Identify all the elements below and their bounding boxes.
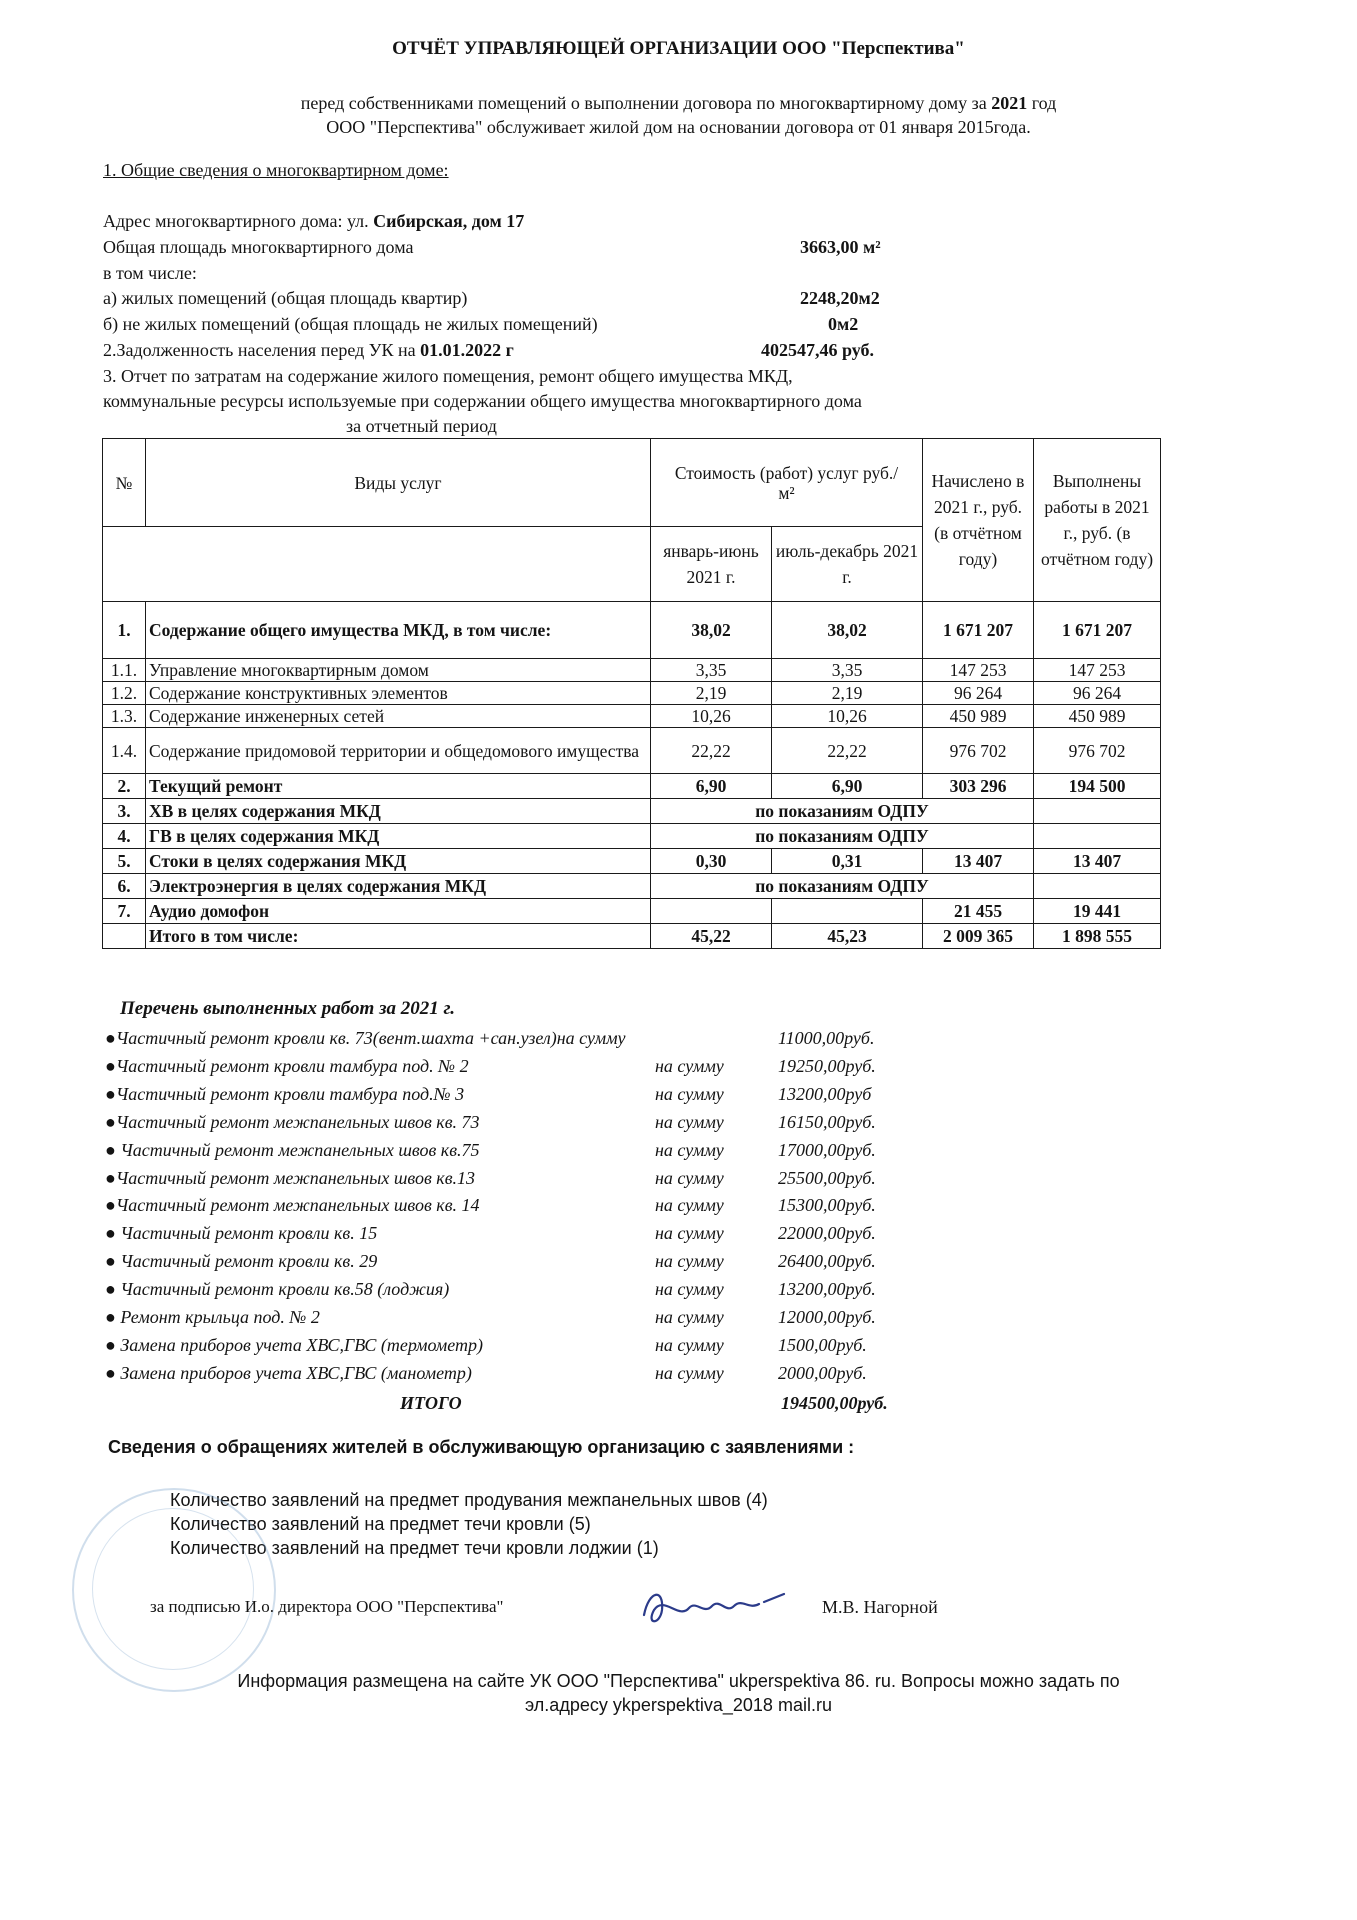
- living-area-label: а) жилых помещений (общая площадь квартир): [103, 288, 468, 308]
- work-item-name: ●Частичный ремонт кровли тамбура под.№ 3: [105, 1083, 465, 1104]
- row-cost-jul: 10,26: [772, 705, 923, 728]
- row-service: Содержание общего имущества МКД, в том числе:: [146, 602, 651, 659]
- work-item-name: ●Частичный ремонт кровли кв. 73(вент.шахта +сан.узел)на сумму: [105, 1028, 626, 1048]
- work-item-name: ● Ремонт крыльца под. № 2: [105, 1307, 320, 1327]
- work-item-sum-label: на сумму: [655, 1167, 724, 1188]
- appeals-title: Сведения о обращениях жителей в обслуживающую организацию с заявлениями :: [108, 1437, 855, 1457]
- header-service: Виды услуг: [146, 439, 651, 527]
- report-line-3: за отчетный период: [346, 416, 497, 436]
- work-item-amount: 19250,00руб.: [778, 1055, 876, 1076]
- work-item-sum-label: на сумму: [655, 1251, 724, 1272]
- nonliving-area-value: 0м2: [828, 314, 859, 334]
- row-done: 1 898 555: [1034, 924, 1161, 949]
- work-item-name: ● Частичный ремонт кровли кв.58 (лоджия): [105, 1279, 450, 1300]
- row-cost-jan: [651, 899, 772, 924]
- row-cost-jul: 2,19: [772, 682, 923, 705]
- total-area-label: Общая площадь многоквартирного дома: [103, 237, 414, 257]
- debt-line: 2.Задолженность населения перед УК на 01.01.2022 г: [103, 340, 514, 360]
- row-service: Содержание инженерных сетей: [146, 705, 651, 728]
- row-service: ГВ в целях содержания МКД: [146, 824, 651, 849]
- row-charged: 13 407: [923, 849, 1034, 874]
- work-item-sum-label: на сумму: [655, 1139, 724, 1160]
- services-table: [102, 438, 1161, 949]
- table-row: [103, 602, 1161, 659]
- row-number: 7.: [103, 899, 146, 924]
- section-general-title: 1. Общие сведения о многоквартирном доме:: [103, 160, 449, 180]
- table-row: [103, 824, 1161, 849]
- row-cost-jul: [772, 899, 923, 924]
- row-cost-jan: 45,22: [651, 924, 772, 949]
- row-cost-jul: 45,23: [772, 924, 923, 949]
- row-charged: 147 253: [923, 659, 1034, 682]
- work-item-name: ● Замена приборов учета ХВС,ГВС (термометр): [105, 1334, 484, 1355]
- row-cost-jan: 3,35: [651, 659, 772, 682]
- row-cost-jan: 22,22: [651, 728, 772, 774]
- work-item-amount: 26400,00руб.: [778, 1251, 876, 1272]
- work-item-sum-label: на сумму: [655, 1307, 724, 1327]
- row-odpu-note: по показаниям ОДПУ: [651, 799, 1034, 824]
- row-done: 19 441: [1034, 899, 1161, 924]
- work-item-name: ●Частичный ремонт межпанельных швов кв. 73: [105, 1111, 480, 1132]
- table-row: [103, 705, 1161, 728]
- nonliving-area-label: б) не жилых помещений (общая площадь не жилых помещений): [103, 314, 598, 334]
- row-service: Итого в том числе:: [146, 924, 651, 949]
- work-item-name: ● Частичный ремонт кровли кв. 29: [105, 1251, 378, 1272]
- work-item-amount: 15300,00руб.: [778, 1195, 876, 1216]
- header-number: №: [103, 439, 146, 527]
- including-label: в том числе:: [103, 263, 197, 283]
- row-charged: 450 989: [923, 705, 1034, 728]
- work-item-amount: 13200,00руб.: [778, 1279, 876, 1300]
- row-done: 1 671 207: [1034, 602, 1161, 659]
- work-item-amount: 2000,00руб.: [778, 1362, 867, 1383]
- row-cost-jan: 38,02: [651, 602, 772, 659]
- work-item-sum-label: на сумму: [655, 1055, 724, 1076]
- works-total-value: 194500,00руб.: [781, 1393, 888, 1413]
- work-item-amount: 12000,00руб.: [778, 1307, 876, 1327]
- work-item-name: ● Частичный ремонт кровли кв. 15: [105, 1223, 378, 1244]
- works-title: Перечень выполненных работ за 2021 г.: [120, 998, 455, 1019]
- work-item-name: ● Замена приборов учета ХВС,ГВС (манометр): [105, 1362, 472, 1383]
- table-row: [103, 799, 1161, 824]
- row-done: [1034, 799, 1161, 824]
- row-odpu-note: по показаниям ОДПУ: [651, 824, 1034, 849]
- row-number: [103, 924, 146, 949]
- row-service: Текущий ремонт: [146, 774, 651, 799]
- header-charged: Начислено в 2021 г., руб. (в отчётном году): [923, 439, 1034, 602]
- row-service: Аудио домофон: [146, 899, 651, 924]
- row-done: 450 989: [1034, 705, 1161, 728]
- row-done: [1034, 874, 1161, 899]
- signature-name: М.В. Нагорной: [822, 1597, 938, 1617]
- work-item-name: ●Частичный ремонт межпанельных швов кв.13: [105, 1167, 476, 1188]
- row-done: 96 264: [1034, 682, 1161, 705]
- work-item-amount: 22000,00руб.: [778, 1223, 876, 1244]
- row-done: 976 702: [1034, 728, 1161, 774]
- subtitle-line-1: перед собственниками помещений о выполнении договора по многоквартирному дому за 2021 год: [300, 93, 1057, 113]
- table-row: [103, 899, 1161, 924]
- signature-label: за подписью И.о. директора ООО "Перспектива": [150, 1597, 504, 1616]
- table-row: [103, 874, 1161, 899]
- table-row: [103, 728, 1161, 774]
- row-service: Содержание конструктивных элементов: [146, 682, 651, 705]
- total-area-value: 3663,00 м²: [800, 237, 881, 257]
- row-service: Управление многоквартирным домом: [146, 659, 651, 682]
- work-item-amount: 11000,00руб.: [778, 1028, 875, 1048]
- header-blank: [103, 527, 651, 602]
- work-item-name: ● Частичный ремонт межпанельных швов кв.75: [105, 1139, 480, 1160]
- work-item-sum-label: на сумму: [655, 1334, 724, 1355]
- subtitle-line-2: ООО "Перспектива" обслуживает жилой дом на основании договора от 01 января 2015года.: [326, 117, 1031, 137]
- work-item-sum-label: на сумму: [655, 1279, 724, 1300]
- report-line-1: 3. Отчет по затратам на содержание жилого помещения, ремонт общего имущества МКД,: [103, 366, 793, 386]
- table-row: [103, 659, 1161, 682]
- footer-line-1: Информация размещена на сайте УК ООО "Перспектива" ukperspektiva 86. ru. Вопросы можно задать по: [237, 1671, 1120, 1691]
- row-number: 1.4.: [103, 728, 146, 774]
- row-charged: 21 455: [923, 899, 1034, 924]
- work-item-sum-label: на сумму: [655, 1111, 724, 1132]
- row-number: 1.1.: [103, 659, 146, 682]
- row-done: 13 407: [1034, 849, 1161, 874]
- work-item-name: ●Частичный ремонт межпанельных швов кв. 14: [105, 1195, 480, 1216]
- row-cost-jan: 10,26: [651, 705, 772, 728]
- signature-icon: [634, 1580, 814, 1635]
- row-cost-jul: 6,90: [772, 774, 923, 799]
- work-item-amount: 16150,00руб.: [778, 1111, 876, 1132]
- row-done: 147 253: [1034, 659, 1161, 682]
- header-cost: Стоимость (работ) услуг руб./м²: [651, 439, 923, 527]
- row-number: 4.: [103, 824, 146, 849]
- table-row: [103, 774, 1161, 799]
- appeal-item: Количество заявлений на предмет течи кровли (5): [170, 1514, 591, 1534]
- row-done: [1034, 824, 1161, 849]
- row-service: Содержание придомовой территории и общедомового имущества: [146, 728, 651, 774]
- table-total-row: [103, 924, 1161, 949]
- row-charged: 2 009 365: [923, 924, 1034, 949]
- row-service: ХВ в целях содержания МКД: [146, 799, 651, 824]
- row-charged: 976 702: [923, 728, 1034, 774]
- work-item-sum-label: на сумму: [655, 1223, 724, 1244]
- row-number: 1.2.: [103, 682, 146, 705]
- work-item-sum-label: на сумму: [655, 1362, 724, 1383]
- report-line-2: коммунальные ресурсы используемые при содержании общего имущества многоквартирного дома: [103, 391, 862, 411]
- row-done: 194 500: [1034, 774, 1161, 799]
- footer-line-2: эл.адресу ykperspektiva_2018 mail.ru: [525, 1695, 832, 1715]
- work-item-amount: 1500,00руб.: [778, 1334, 867, 1355]
- row-cost-jan: 6,90: [651, 774, 772, 799]
- row-number: 6.: [103, 874, 146, 899]
- work-item-amount: 25500,00руб.: [778, 1167, 876, 1188]
- address-line: Адрес многоквартирного дома: ул. Сибирская, дом 17: [103, 211, 525, 231]
- living-area-value: 2248,20м2: [800, 288, 880, 308]
- stamp-inner-icon: [92, 1508, 254, 1670]
- row-service: Стоки в целях содержания МКД: [146, 849, 651, 874]
- header-jan-jun: январь-июнь 2021 г.: [651, 527, 772, 602]
- work-item-name: ●Частичный ремонт кровли тамбура под. № 2: [105, 1055, 469, 1076]
- row-number: 2.: [103, 774, 146, 799]
- table-row: [103, 682, 1161, 705]
- appeal-item: Количество заявлений на предмет течи кровли лоджии (1): [170, 1538, 659, 1558]
- work-item-amount: 13200,00руб: [778, 1083, 872, 1104]
- row-number: 3.: [103, 799, 146, 824]
- row-charged: 96 264: [923, 682, 1034, 705]
- works-total-label: ИТОГО: [400, 1393, 462, 1413]
- document-title: ОТЧЁТ УПРАВЛЯЮЩЕЙ ОРГАНИЗАЦИИ ООО "Перспектива": [392, 38, 965, 59]
- appeal-item: Количество заявлений на предмет продувания межпанельных швов (4): [170, 1490, 768, 1510]
- row-cost-jan: 0,30: [651, 849, 772, 874]
- row-charged: 1 671 207: [923, 602, 1034, 659]
- table-header-row-1: [103, 439, 1161, 527]
- debt-value: 402547,46 руб.: [761, 340, 875, 360]
- work-item-sum-label: на сумму: [655, 1083, 724, 1104]
- row-cost-jul: 22,22: [772, 728, 923, 774]
- row-charged: 303 296: [923, 774, 1034, 799]
- work-item-amount: 17000,00руб.: [778, 1139, 876, 1160]
- row-cost-jan: 2,19: [651, 682, 772, 705]
- row-odpu-note: по показаниям ОДПУ: [651, 874, 1034, 899]
- header-done: Выполнены работы в 2021 г., руб. (в отчётном году): [1034, 439, 1161, 602]
- row-service: Электроэнергия в целях содержания МКД: [146, 874, 651, 899]
- row-number: 5.: [103, 849, 146, 874]
- row-number: 1.3.: [103, 705, 146, 728]
- table-row: [103, 849, 1161, 874]
- row-cost-jul: 3,35: [772, 659, 923, 682]
- row-number: 1.: [103, 602, 146, 659]
- work-item-sum-label: на сумму: [655, 1195, 724, 1216]
- header-jul-dec: июль-декабрь 2021 г.: [772, 527, 923, 602]
- row-cost-jul: 38,02: [772, 602, 923, 659]
- row-cost-jul: 0,31: [772, 849, 923, 874]
